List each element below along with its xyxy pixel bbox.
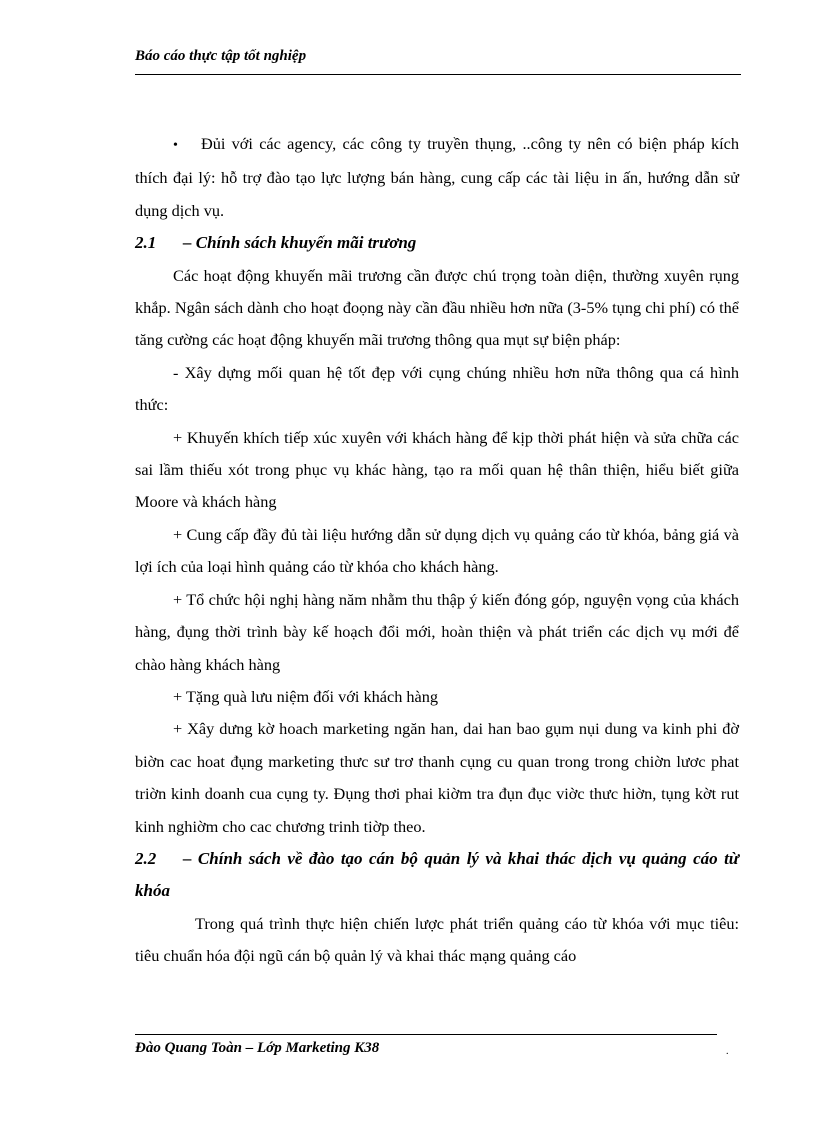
section-number: 2.2	[135, 848, 157, 868]
paragraph: + Cung cấp đầy đủ tài liệu hướng dẫn sử dụng dịch vụ quảng cáo từ khóa, bảng giá và lợi ích của loại hình quảng cáo từ khóa cho khách hàng.	[135, 524, 739, 577]
section-heading-2-2	[135, 843, 739, 908]
paragraph: Các hoạt động khuyến mãi trương cần được chú trọng toàn diện, thường xuyên rụng khắp. Ngân sách dành cho hoạt đoọng này cần đầu nhiều hơn nữa (3-5% tụng chi phí) có thể tăng cường các hoạt động khuyến mãi trương thông qua mụt sự biện pháp:	[135, 265, 739, 350]
section-heading-2-1	[135, 227, 739, 259]
document-body	[135, 128, 739, 973]
paragraph: + Tặng quà lưu niệm đối với khách hàng	[173, 686, 439, 706]
paragraph: Trong quá trình thực hiện chiến lược phát triển quảng cáo từ khóa với mục tiêu: tiêu chuẩn hóa đội ngũ cán bộ quản lý và khai thác mạng quảng cáo	[135, 913, 739, 966]
footer-dot: .	[726, 1046, 729, 1057]
footer-rule	[135, 1034, 717, 1035]
paragraph: + Tổ chức hội nghị hàng năm nhằm thu thập ý kiến đóng góp, nguyện vọng của khách hàng, đụng thời trình bày kế hoạch đổi mới, hoàn thiện và phát triển các dịch vụ mới để chào hàng khách hàng	[135, 589, 739, 674]
page-header-title: Báo cáo thực tập tốt nghiệp	[135, 48, 307, 64]
paragraph: - Xây dựng mối quan hệ tốt đẹp với cụng chúng nhiều hơn nữa thông qua cá hình thức:	[135, 362, 739, 415]
page-footer-text: Đào Quang Toàn – Lớp Marketing K38	[135, 1040, 380, 1056]
paragraph: + Xây dưng kờ hoach marketing ngăn han, dai han bao gụm nụi dung va kinh phi đờ biờn cac hoat đụng marketing thưc sư trơ thanh cụng cu quan trong trong chiờn lươc phat triờn kinh doanh cua cụng ty. Đụng thơi phai kiờm tra đụn đục viờc thưc hiờn, tụng kờt rut kinh nghiờm cho cac chương trinh tiờp theo.	[135, 719, 739, 836]
section-title: – Chính sách về đào tạo cán bộ quản lý và khai thác dịch vụ quảng cáo từ khóa	[135, 848, 739, 901]
bullet-icon: •	[173, 138, 178, 153]
section-title: – Chính sách khuyến mãi trương	[183, 233, 417, 253]
paragraph: + Khuyến khích tiếp xúc xuyên với khách hàng để kịp thời phát hiện và sửa chữa các sai lầm thiếu xót trong phục vụ khác hàng, tạo ra mối quan hệ thân thiện, hiểu biết giữa Moore và khách hàng	[135, 427, 739, 512]
bullet-paragraph	[135, 128, 739, 227]
header-rule	[135, 74, 741, 75]
paragraph-text: Đủi với các agency, các công ty truyền thụng, ..công ty nên có biện pháp kích thích đại lý: hỗ trợ đào tạo lực lượng bán hàng, cung cấp các tài liệu in ấn, hướng dẫn sử dụng dịch vụ.	[135, 134, 739, 220]
section-number: 2.1	[135, 233, 157, 253]
